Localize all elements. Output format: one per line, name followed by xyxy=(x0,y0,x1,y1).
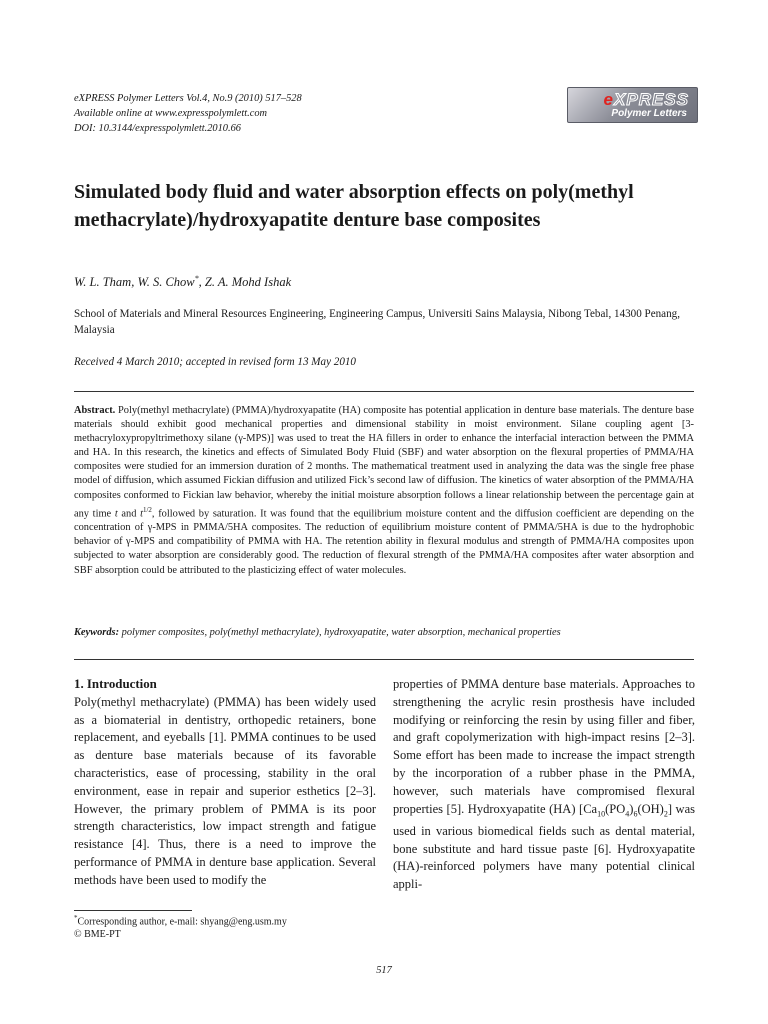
intro-right-text-2: ] was used in various biomedical fields such as dental material, bone substitute and hard tissue paste [6]. Hydroxyapatite (HA)-reinforced polymers have many potential clinical appli- xyxy=(393,801,695,892)
formula-sub-ca: 10 xyxy=(597,809,606,819)
header-rule xyxy=(74,391,694,392)
formula-sub-6: 6 xyxy=(633,809,638,819)
authors xyxy=(74,274,291,290)
intro-right-text-1: properties of PMMA denture base materials. Approaches to strengthening the acrylic resin prosthesis have included modifying or reinforcing the resin by using filler and fiber, and graft copolymerization with high-impact resins [2–3]. Some effort has been made to increase the impact strength by the incorporation of a rubber phase in the PMMA, however, such materials have compromised flexural properties [5]. Hydroxyapatite (HA) [Ca xyxy=(393,677,695,816)
abstract-text-1: Poly(methyl methacrylate) (PMMA)/hydroxyapatite (HA) composite has potential application in denture base materials. The denture base materials should exhibit good mechanical properties and dimensional stability in moist environment. Silane coupling agent [3-methacryloxypropyltrimethoxy silane (γ-MPS)] was used to treat the HA fillers in order to enhance the interfacial interaction between the PMMA and HA. In this research, the kinetics and effects of Simulated Body Fluid (SBF) and water absorption on the flexural properties of PMMA/HA composites were studied for an immersion duration of 2 months. The mathematical treatment used in analyzing the data was the single free phase model of diffusion, which assumed Fickian diffusion and utilized Fick’s second law of diffusion. The kinetics of water absorption of the PMMA/HA composites conformed to Fickian law behavior, whereby the initial moisture absorption follows a linear relationship between the percentage gain at any time xyxy=(74,405,694,520)
left-column xyxy=(74,676,376,890)
copyright: © BME-PT xyxy=(74,929,121,941)
logo-subtitle: Polymer Letters xyxy=(611,108,687,119)
footnote-rule xyxy=(74,910,192,911)
abstract xyxy=(74,404,694,578)
logo-wordmark xyxy=(604,90,689,110)
keywords xyxy=(74,627,694,638)
section-heading-introduction: 1. Introduction xyxy=(74,677,157,691)
abstract-var-t2: t xyxy=(140,508,143,520)
logo-initial: e xyxy=(603,90,615,109)
corresponding-author-note xyxy=(74,912,376,928)
intro-paragraph-right xyxy=(393,676,695,894)
abstract-text-2: and xyxy=(117,508,141,520)
formula-sub-4: 4 xyxy=(625,809,630,819)
formula-sub-2: 2 xyxy=(663,809,668,819)
abstract-text-3: , followed by saturation. It was found that the equilibrium moisture content and the diffusion coefficient are depending on the concentration of γ-MPS in PMMA/5HA composites. The reduction of equilibrium moisture content of PMMA/5HA is due to the hydrophobic behavior of γ-MPS and compatibility of PMMA with HA. The retention ability in flexural modulus and strength of PMMA/HA composites upon subjected to water absorption are considerably good. The reduction of flexural strength of the PMMA/HA composites after water absorption and SBF absorption could be attributed to the plasticizing effect of water molecules. xyxy=(74,508,694,576)
keywords-rule xyxy=(74,659,694,660)
journal-availability: Available online at www.expresspolymlett.com xyxy=(74,108,268,119)
authors-primary: W. L. Tham, W. S. Chow xyxy=(74,275,195,290)
affiliation: School of Materials and Mineral Resources Engineering, Engineering Campus, Universiti Sains Malaysia, Nibong Tebal, 14300 Penang, Malaysia xyxy=(74,308,680,336)
corresponding-author-mark: * xyxy=(194,274,199,283)
journal-doi: DOI: 10.3144/expresspolymlett.2010.66 xyxy=(74,123,241,134)
corresponding-author-email: Corresponding author, e-mail: shyang@eng.usm.my xyxy=(77,916,287,928)
formula-oh: (OH) xyxy=(637,801,664,816)
paper-title: Simulated body fluid and water absorption effects on poly(methyl methacrylate)/hydroxyapatite denture base composites xyxy=(74,181,634,231)
right-column xyxy=(393,676,695,894)
journal-citation: eXPRESS Polymer Letters Vol.4, No.9 (2010) 517–528 xyxy=(74,93,302,104)
formula-close: ) xyxy=(629,801,634,816)
keywords-text: polymer composites, poly(methyl methacrylate), hydroxyapatite, water absorption, mechanical properties xyxy=(119,627,561,638)
abstract-exponent: 1/2 xyxy=(142,505,152,514)
formula-po4: (PO xyxy=(605,801,626,816)
keywords-label: Keywords: xyxy=(74,627,120,638)
footnote xyxy=(74,912,376,941)
express-logo xyxy=(567,87,698,123)
footnote-mark: * xyxy=(74,914,78,922)
logo-rest: XPRESS xyxy=(614,90,689,109)
authors-secondary: , Z. A. Mohd Ishak xyxy=(198,275,292,290)
journal-info xyxy=(74,91,494,136)
abstract-var-t: t xyxy=(114,508,118,520)
abstract-label: Abstract. xyxy=(74,405,116,416)
page-number: 517 xyxy=(376,965,392,976)
intro-paragraph-left: Poly(methyl methacrylate) (PMMA) has been widely used as a biomaterial in dentistry, orthopedic retainers, bone replacement, and eyeballs [1]. PMMA continues to be used as denture base materials because of its favorable characteristics, ease of processing, stability in the oral environment, ease in repair and superior esthetics [2–3]. However, the primary problem of PMMA is its poor strength characteristics, low impact strength and fatigue resistance [4]. Thus, there is a need to improve the performance of PMMA in denture base application. Several methods have been used to modify the xyxy=(74,694,376,887)
received-date: Received 4 March 2010; accepted in revised form 13 May 2010 xyxy=(74,356,356,368)
